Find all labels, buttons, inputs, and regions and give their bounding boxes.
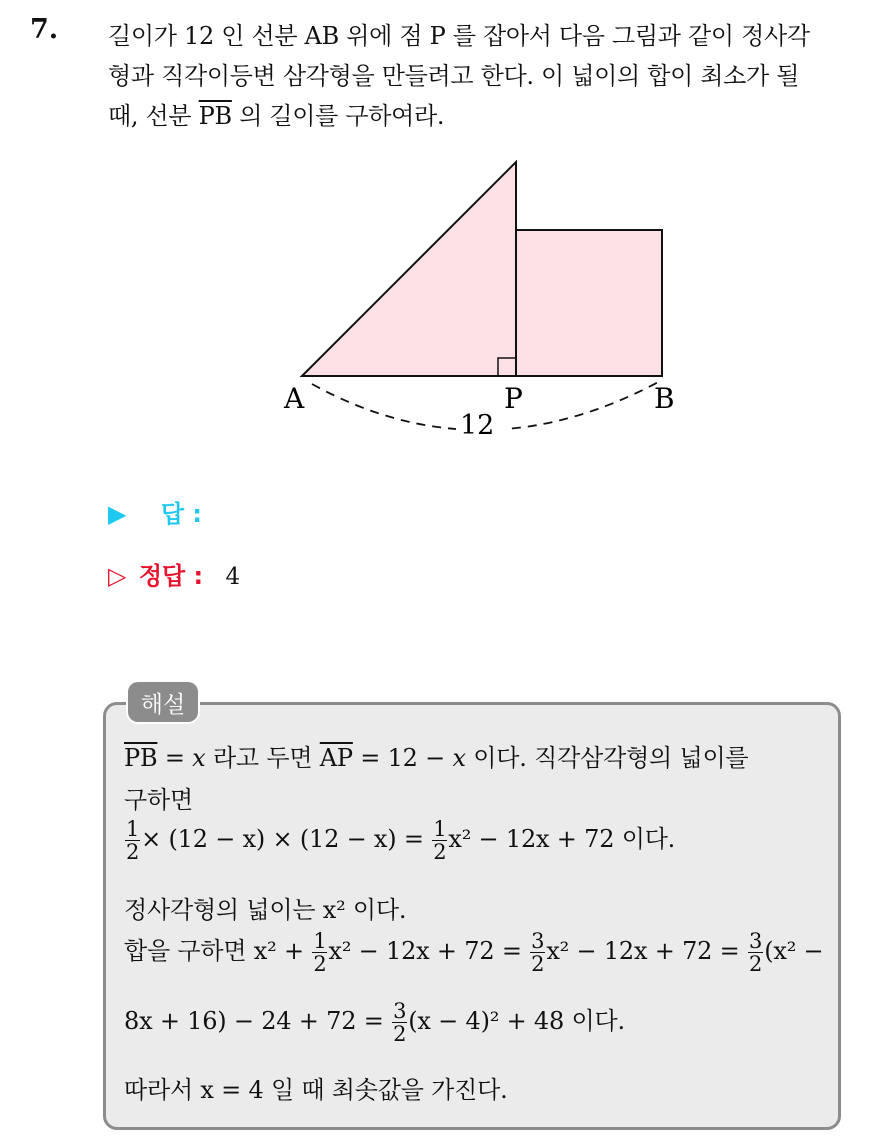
solution-text: x² − 12x + 72 = bbox=[546, 937, 740, 966]
solution-line-4: 정사각형의 넓이는 x² 이다. bbox=[124, 896, 407, 924]
answer-marker-icon: ▶ bbox=[108, 500, 127, 528]
solution-text: × (12 − x) × (12 − x) = bbox=[141, 825, 424, 854]
fraction: $\frac{3}{2}$ bbox=[393, 999, 407, 1047]
label-b: B bbox=[654, 382, 675, 415]
correct-answer-label: 정답 : bbox=[138, 562, 204, 590]
fraction: $\frac{3}{2}$ bbox=[749, 929, 763, 977]
correct-marker-icon: ▷ bbox=[108, 562, 127, 590]
solution-text: 라고 두면 bbox=[205, 744, 320, 772]
solution-line-7: 따라서 x = 4 일 때 최솟값을 가진다. bbox=[124, 1076, 508, 1104]
label-a: A bbox=[284, 382, 305, 415]
solution-line-3 bbox=[124, 818, 675, 863]
solution-tag: 해설 bbox=[128, 682, 198, 722]
solution-text: = bbox=[157, 744, 193, 772]
solution-text: (x² − bbox=[764, 937, 824, 966]
correct-answer-row bbox=[108, 556, 240, 591]
fraction: $\frac{1}{2}$ bbox=[313, 929, 327, 977]
fraction: $\frac{1}{2}$ bbox=[126, 817, 140, 865]
solution-text: (x − 4)² + 48 이다. bbox=[408, 1007, 625, 1036]
answer-row bbox=[108, 494, 202, 529]
solution-text: = 12 − bbox=[352, 744, 453, 772]
solution-text: 이다. 직각삼각형의 넓이를 bbox=[465, 744, 749, 772]
question-number: 7. bbox=[30, 14, 59, 45]
solution-text: x² − 12x + 72 = bbox=[328, 937, 522, 966]
segment-pb: $\overline{PB}$ bbox=[198, 102, 232, 130]
label-length: 12 bbox=[460, 410, 495, 441]
square bbox=[516, 230, 662, 376]
label-p: P bbox=[504, 382, 523, 415]
segment-pb: $\overline{PB}$ bbox=[124, 744, 158, 772]
question-line-1: 길이가 12 인 선분 AB 위에 점 P 를 잡아서 다음 그림과 같이 정사각 bbox=[108, 22, 810, 50]
variable-x: x bbox=[192, 744, 206, 772]
right-isosceles-triangle bbox=[302, 162, 516, 376]
question-line-3-start: 때, 선분 bbox=[108, 102, 192, 130]
question-line-3 bbox=[108, 96, 444, 131]
segment-ap: $\overline{AP}$ bbox=[319, 744, 353, 772]
solution-text: 합을 구하면 x² + bbox=[124, 937, 304, 966]
solution-text: x² − 12x + 72 이다. bbox=[448, 825, 676, 854]
solution-line-6 bbox=[124, 1000, 625, 1045]
solution-line-2: 구하면 bbox=[124, 786, 193, 814]
geometry-figure bbox=[270, 148, 690, 448]
fraction: $\frac{3}{2}$ bbox=[531, 929, 545, 977]
answer-label: 답 : bbox=[160, 500, 202, 528]
solution-line-5 bbox=[124, 930, 823, 975]
solution-line-1 bbox=[124, 738, 748, 773]
question-line-3-end: 의 길이를 구하여라. bbox=[239, 102, 445, 130]
correct-answer-value: 4 bbox=[225, 564, 241, 590]
fraction: $\frac{1}{2}$ bbox=[433, 817, 447, 865]
variable-x: x bbox=[452, 744, 466, 772]
solution-text: 8x + 16) − 24 + 72 = bbox=[124, 1007, 384, 1036]
question-line-2: 형과 직각이등변 삼각형을 만들려고 한다. 이 넓이의 합이 최소가 될 bbox=[108, 62, 800, 90]
